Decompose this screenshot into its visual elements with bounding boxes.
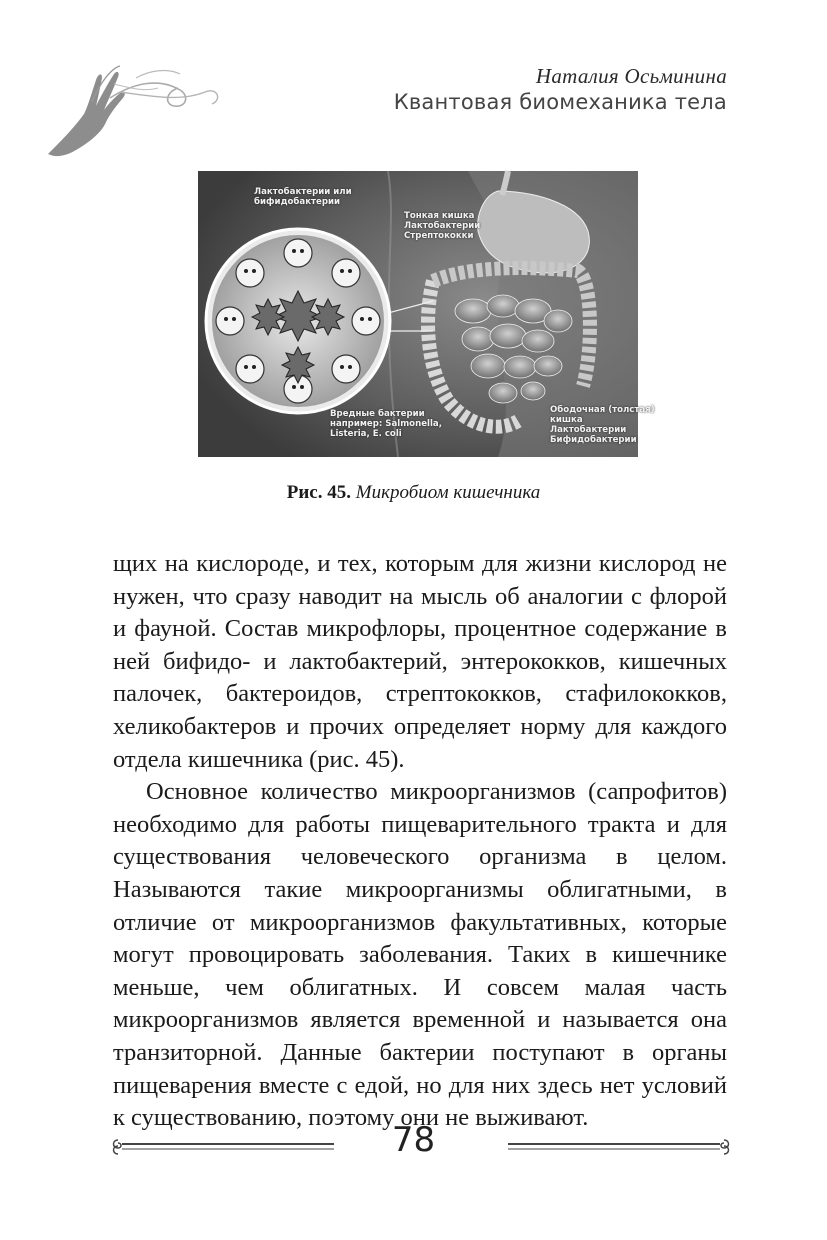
- paragraph-1: щих на кислороде, и тех, которым для жизни кислород не нужен, что сразу наводит на мысль об аналогии с флорой и фауной. Состав микрофлоры, процентное содержание в ней бифидо- и лактобактерий, энтерококков, кишечных палочек, бактероидов, стрептококков, стафилококков, хеликобактеров и прочих определяет норму для каждого отдела кишечника (рис. 45).: [113, 550, 727, 773]
- label-colon: Ободочная (толстая) кишка Лактобактерии Бифидобактерии: [550, 405, 655, 445]
- caption-text: Микробиом кишечника: [355, 482, 541, 503]
- label-lacto-bifido: Лактобактерии или бифидобактерии: [254, 187, 352, 207]
- caption-number: Рис. 45.: [286, 482, 351, 503]
- hand-feather-ornament-icon: [40, 62, 230, 162]
- page-number: 78: [391, 1120, 436, 1160]
- body-text: [113, 548, 727, 1135]
- header-book-title: Квантовая биомеханика тела: [393, 90, 727, 114]
- header-author: Наталия Осьминина: [535, 64, 727, 88]
- label-small-intestine: Тонкая кишка Лактобактерии Стрептококки: [404, 211, 481, 241]
- paragraph-2: Основное количество микроорганизмов (сапрофитов) необходимо для работы пищеварительного тракта и для существования человеческого организма в целом. Называются такие микроорганизмы облигатными, в отличие от микроорганизмов факультативных, которые могут провоцировать заболевания. Таких в кишечнике меньше, чем облигатных. И совсем малая часть микроорганизмов является временной и называется она транзиторной. Данные бактерии поступают в органы пищеварения вместе с едой, но для них здесь нет условий к существованию, поэтому они не выживают.: [113, 778, 727, 1132]
- microbiome-figure: [198, 171, 655, 457]
- figure-caption: [0, 482, 827, 504]
- label-harmful-bacteria: Вредные бактерии например: Salmonella, Listeria, E. coli: [330, 409, 442, 439]
